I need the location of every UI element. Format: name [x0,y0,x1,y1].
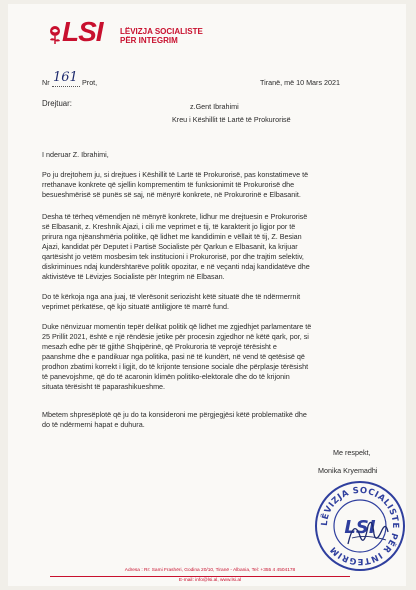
party-name-line2: PËR INTEGRIM [120,36,178,45]
paragraph-3 [42,292,374,312]
paragraph-line: mesazh edhe për të gjithë Shqipërinë, që Prokuroria të veprojë tërësisht e [42,342,277,351]
paragraph-1 [42,170,374,200]
paragraph-line: qartësisht jo vetëm mosbesim tek institucioni i Prokurorisë, por dhe trajtim selektiv, [42,252,304,261]
paragraph-line: Do të kërkoja nga ana juaj, të vlerësonit seriozisht këtë situatë dhe të ndërmerrnit [42,292,301,301]
protocol-number: 161 [53,70,78,85]
paragraph-line: Desha të tërheq vëmendjen në mënyrë konkrete, lidhur me drejtuesin e Prokurorisë [42,212,308,221]
party-name [120,27,203,45]
paragraph-line: Ajazi, kandidat për Deputet i Partisë Socialiste për Qarkun e Elbasanit, ka krijuar [42,242,298,251]
paragraph-line: prodhon zbatimi korrekt i ligjit, do të krijonte tensione sociale dhe përplasje tërësisht [42,362,309,371]
paragraph-line: situata tërësisht të paparashikueshme. [42,382,166,391]
signer-name: Monika Kryemadhi [318,466,378,475]
paragraph-line: besueshmërisë së punës së saj, në mënyrë konkrete, në Prokurorinë e Elbasanit. [42,190,301,199]
handwritten-signature [342,514,392,552]
paragraph-4 [42,322,374,392]
stamp-center-text: LSI [344,517,376,538]
recipient-name: z.Gent Ibrahimi [190,102,239,111]
paragraph-line: aktivistëve të Lëvizjes Socialiste për Integrim në Elbasan. [42,272,225,281]
paragraph-2 [42,212,374,282]
footer-email: E-mail: info@lsi.al, www.lsi.al [178,578,242,583]
paragraph-line: prirura nga njëanshmëria politike, që lidhet me kandidimin e vëllait të tij, Z. Besian [42,232,302,241]
paragraph-line: Duke nënvizuar momentin tepër delikat politik që lidhet me zgjedhjet parlamentare të [42,322,312,331]
paragraph-line: të panevojshme, që do të acaronin klimën politiko-elektorale dhe do të krijonin [42,372,290,381]
closing-regards: Me respekt, [333,448,371,457]
paragraph-line: paanshme dhe e pandikuar nga politika, pasi në të kundërt, në vend të qetësisë që [42,352,305,361]
paragraph-line: do të ndërmerni hapat e duhura. [42,420,145,429]
paragraph-line: veprimet përkatëse, që kjo situatë antiligjore të marrë fund. [42,302,229,311]
paragraph-line: Mbetem shpresëplotë që ju do ta konsideroni me përgjegjësi këtë problematikë dhe [42,410,307,419]
rose-logo-icon [47,25,63,45]
footer-address: Adresa : Rr: Sami Frashëri, Godina 20/10, Tiranë - Albania, Tel: +355 4 4504178 [124,568,296,573]
paragraph-line: 25 Prillit 2021, është e një rëndësie jetike për procesin zgjedhor në këtë qark, por, si [42,332,309,341]
paragraph-line: rrethanave konkrete që sjellin komprementim të funksionimit të Prokurorisë dhe [42,180,295,189]
lsi-logo-text: LSI [62,16,103,47]
place-date: Tiranë, më 10 Mars 2021 [260,78,341,87]
paragraph-line: Po ju drejtohem ju, si drejtues i Këshillit të Lartë të Prokurorisë, pas konstatimeve të [42,170,309,179]
recipient-label: Drejtuar: [42,99,72,108]
paragraph-5 [42,410,374,430]
recipient-title: Kreu i Këshillit të Lartë të Prokurorisë [172,115,291,124]
paragraph-line: diskriminues ndaj kundërshtarëve politik opozitar, e në veçanti ndaj kandidatëve dhe [42,262,310,271]
stamp-ring-text: LËVIZJA SOCIALISTE PËR INTEGRIM [319,485,401,567]
salutation: I nderuar Z. Ibrahimi, [42,150,109,159]
nr-underline [52,86,80,87]
paragraph-line: së Elbasanit, z. Kreshnik Ajazi, i cili me veprimet e tij, të karakterit jo ligjor por të [42,222,296,231]
nr-label: Nr [42,78,50,87]
prot-label: Prot, [82,78,98,87]
party-name-line1: LËVIZJA SOCIALISTE [120,27,203,36]
footer-divider [50,576,350,577]
